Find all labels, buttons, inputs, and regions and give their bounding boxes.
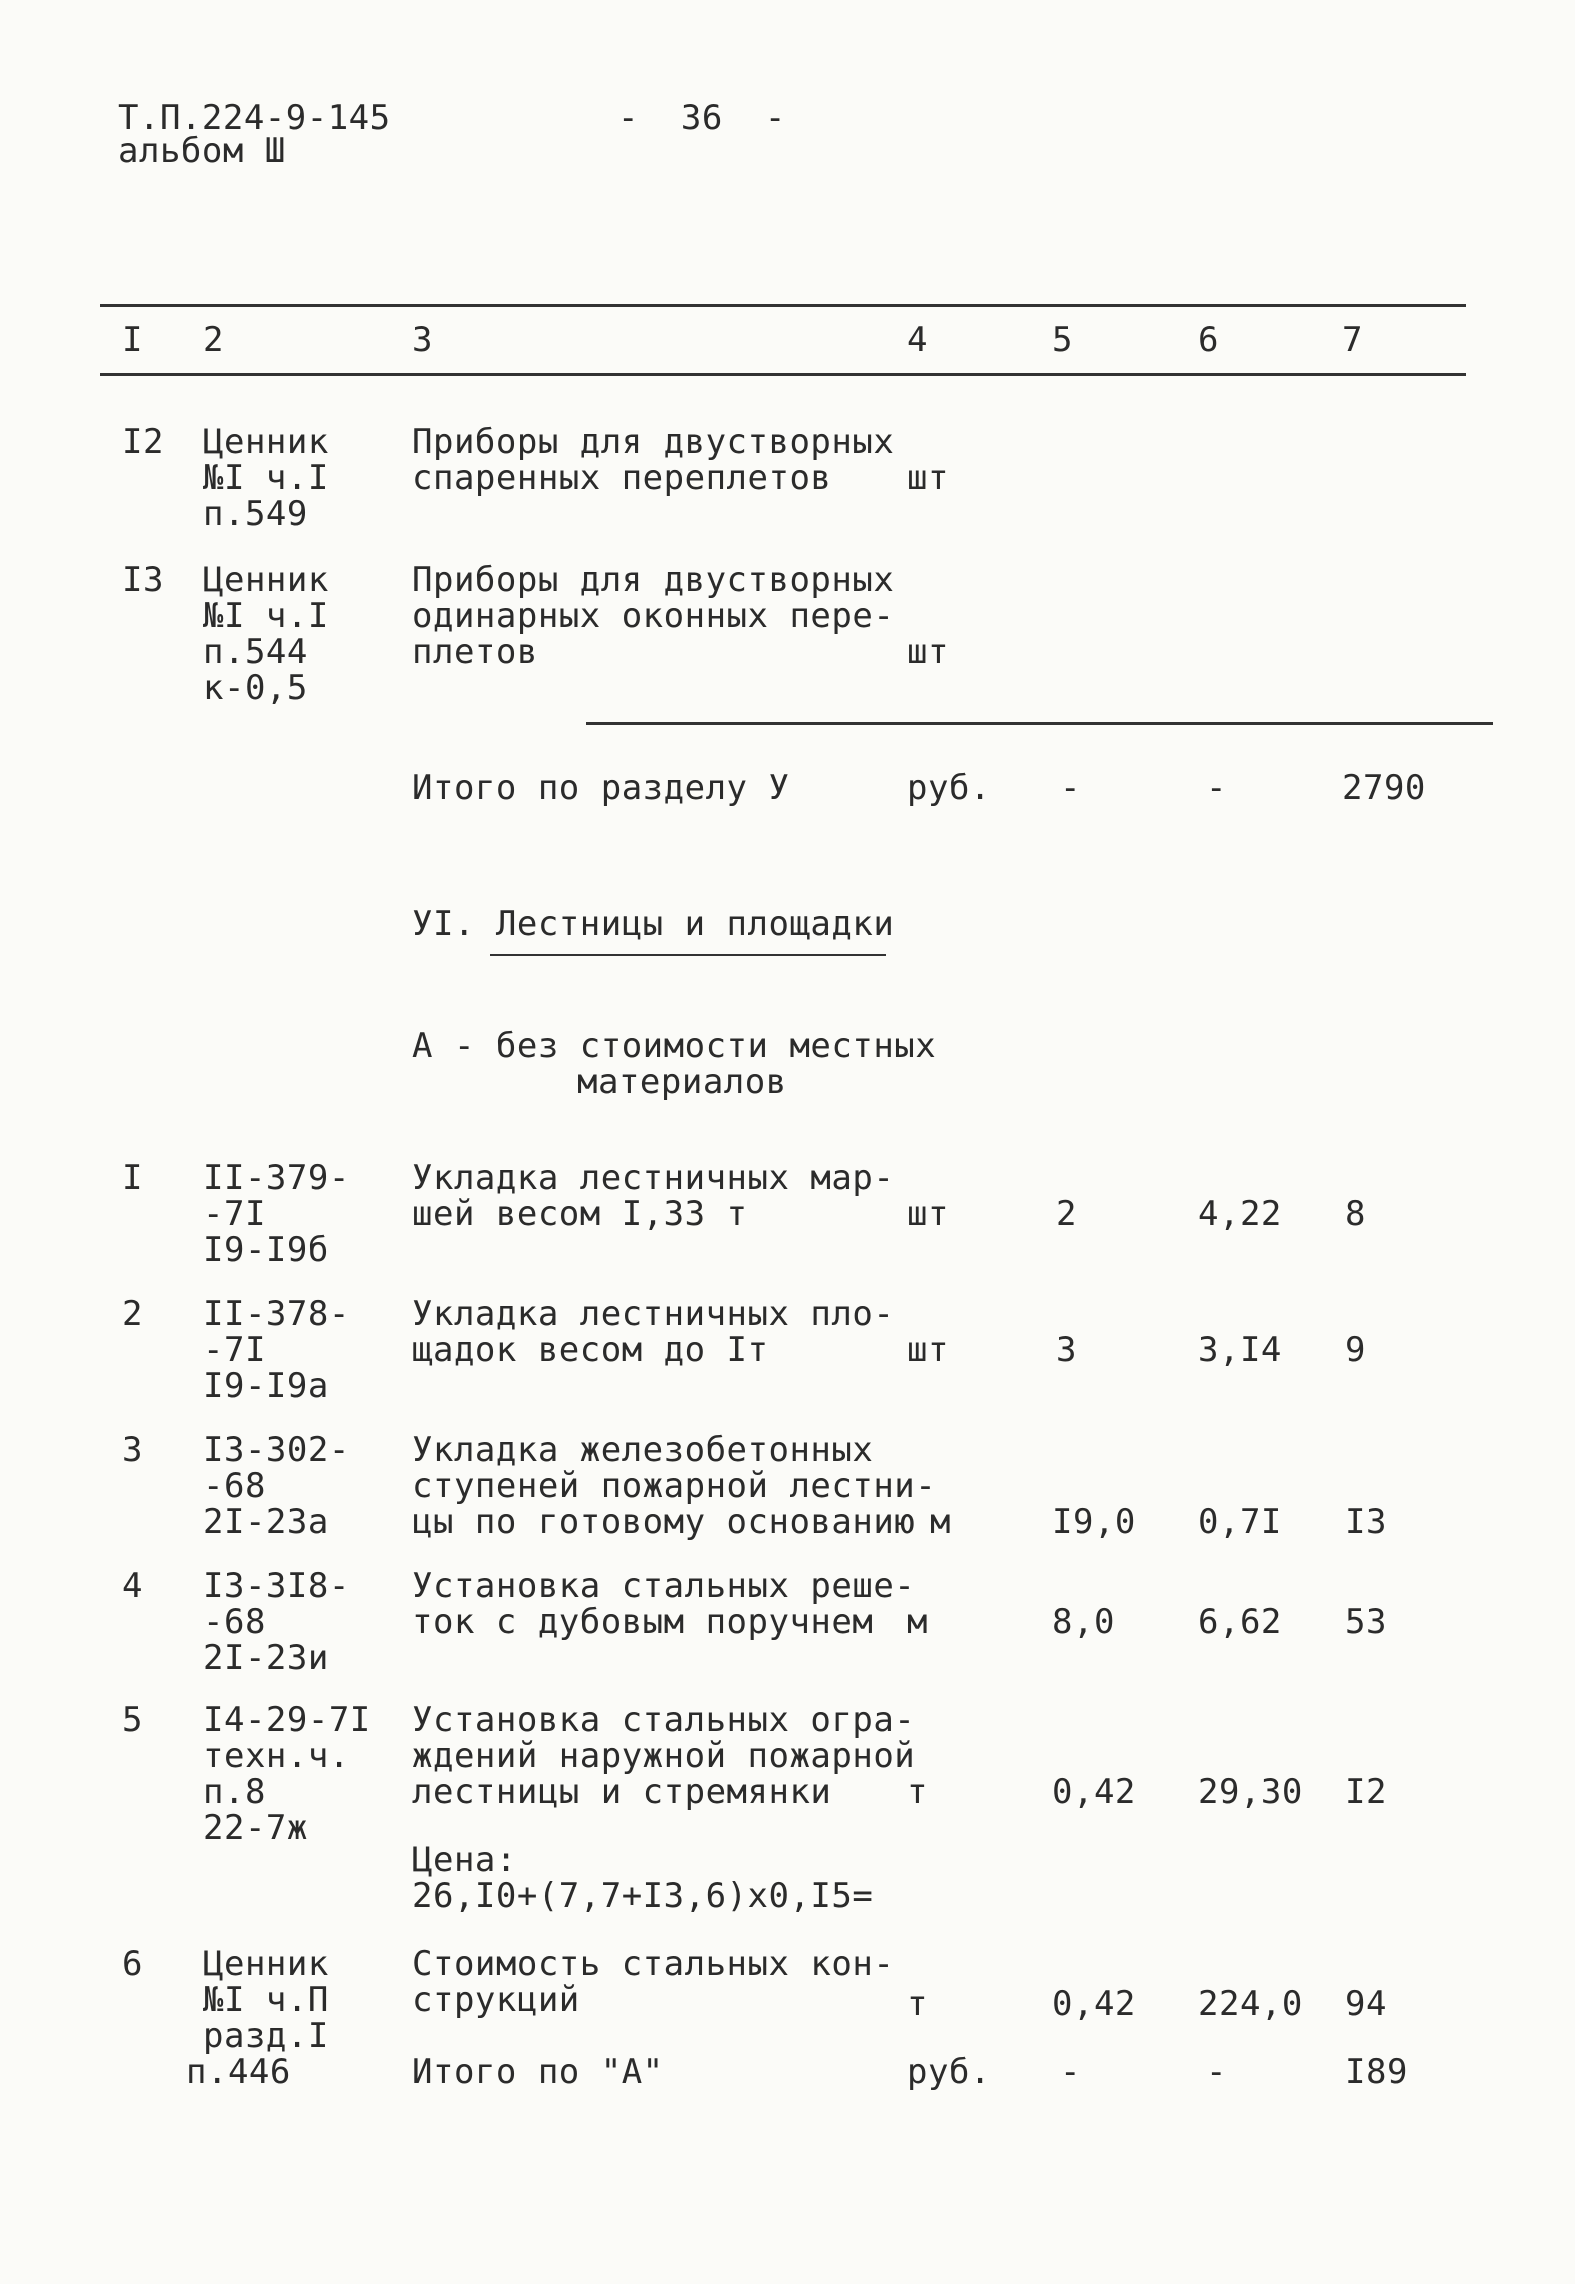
row-description: Укладка лестничных пло- щадок весом до Iт (412, 1294, 895, 1370)
subtotal-a-unit: руб. (907, 2052, 991, 2092)
row-number: I (122, 1158, 143, 1198)
row-ref: Ценник №I ч.П разд.I (203, 1944, 329, 2056)
page-number: - 36 - (618, 98, 786, 138)
table-header-rule (100, 373, 1466, 376)
row-price: 6,62 (1198, 1602, 1282, 1642)
row-unit: т (907, 1772, 928, 1812)
row-number: 4 (122, 1566, 143, 1606)
row-number: 5 (122, 1700, 143, 1740)
row-ref-extra: п.446 (186, 2052, 291, 2092)
row-quantity: 0,42 (1052, 1772, 1136, 1812)
row-number: 2 (122, 1294, 143, 1334)
row-ref: II-378- -7I I9-I9а (203, 1294, 350, 1406)
album-label: альбом Ш (118, 131, 286, 171)
row-quantity: 8,0 (1052, 1602, 1115, 1642)
section-total-label: Итого по разделу У (412, 768, 790, 808)
section-title: УI. Лестницы и площадки (412, 904, 895, 944)
col-header-7: 7 (1342, 320, 1363, 360)
row-description: Установка стальных огра- ждений наружной пожарной лестницы и стремянки (412, 1700, 916, 1812)
col-header-5: 5 (1052, 320, 1073, 360)
section-title-underline (490, 954, 886, 956)
col-header-3: 3 (412, 320, 433, 360)
subtotal-a-label: Итого по "А" (412, 2052, 664, 2092)
price-formula: Цена: 26,I0+(7,7+I3,6)х0,I5= (412, 1840, 874, 1916)
row-unit: шт (907, 1330, 949, 1370)
section-total-unit: руб. (907, 768, 991, 808)
row-quantity: 3 (1056, 1330, 1077, 1370)
row-unit: м (907, 1602, 928, 1642)
row-description: Стоимость стальных кон- струкций (412, 1944, 895, 2020)
col-header-2: 2 (203, 320, 224, 360)
row-price: 3,I4 (1198, 1330, 1282, 1370)
row-price: 29,30 (1198, 1772, 1303, 1812)
row-description: Приборы для двустворных одинарных оконных пере- плетов (412, 560, 895, 672)
row-cost: I2 (1345, 1772, 1387, 1812)
subtotal-a-c6: - (1206, 2052, 1227, 2092)
row-description: Установка стальных реше- ток с дубовым поручнем (412, 1566, 916, 1642)
row-unit: т (907, 1984, 928, 2024)
row-unit: м (930, 1502, 951, 1542)
row-quantity: 2 (1056, 1194, 1077, 1234)
page-number-value: 36 (680, 98, 723, 138)
row-unit: шт (907, 458, 949, 498)
row-price: 224,0 (1198, 1984, 1303, 2024)
subsection-heading: А - без стоимости местных материалов (412, 1026, 937, 1102)
section-total-c6: - (1206, 768, 1227, 808)
row-ref: Ценник №I ч.I п.544 к-0,5 (203, 560, 329, 708)
section-total-c5: - (1060, 768, 1081, 808)
row-cost: I3 (1345, 1502, 1387, 1542)
subtotal-a-c7: I89 (1345, 2052, 1408, 2092)
row-cost: 53 (1345, 1602, 1387, 1642)
row-quantity: I9,0 (1052, 1502, 1136, 1542)
row-description: Приборы для двустворных спаренных переплетов (412, 422, 895, 498)
row-price: 0,7I (1198, 1502, 1282, 1542)
row-unit: шт (907, 1194, 949, 1234)
row-cost: 94 (1345, 1984, 1387, 2024)
col-header-4: 4 (907, 320, 928, 360)
row-ref: I4-29-7I техн.ч. п.8 22-7ж (203, 1700, 371, 1848)
section-total-c7: 2790 (1342, 768, 1426, 808)
col-header-1: I (122, 320, 143, 360)
row-cost: 9 (1345, 1330, 1366, 1370)
row-number: I3 (122, 560, 164, 600)
row-unit: шт (907, 632, 949, 672)
row-number: I2 (122, 422, 164, 462)
subtotal-rule (586, 722, 1493, 725)
table-top-rule (100, 304, 1466, 307)
row-description: Укладка лестничных мар- шей весом I,33 т (412, 1158, 895, 1234)
row-description: Укладка железобетонных ступеней пожарной лестни- цы по готовому основанию (412, 1430, 937, 1542)
row-quantity: 0,42 (1052, 1984, 1136, 2024)
row-ref: Ценник №I ч.I п.549 (203, 422, 329, 534)
row-ref: II-379- -7I I9-I9б (203, 1158, 350, 1270)
row-ref: I3-302- -68 2I-23а (203, 1430, 350, 1542)
row-ref: I3-3I8- -68 2I-23и (203, 1566, 350, 1678)
row-number: 6 (122, 1944, 143, 1984)
row-number: 3 (122, 1430, 143, 1470)
col-header-6: 6 (1198, 320, 1219, 360)
row-cost: 8 (1345, 1194, 1366, 1234)
row-price: 4,22 (1198, 1194, 1282, 1234)
subtotal-a-c5: - (1060, 2052, 1081, 2092)
doc-code: Т.П.224-9-145 (118, 98, 391, 138)
